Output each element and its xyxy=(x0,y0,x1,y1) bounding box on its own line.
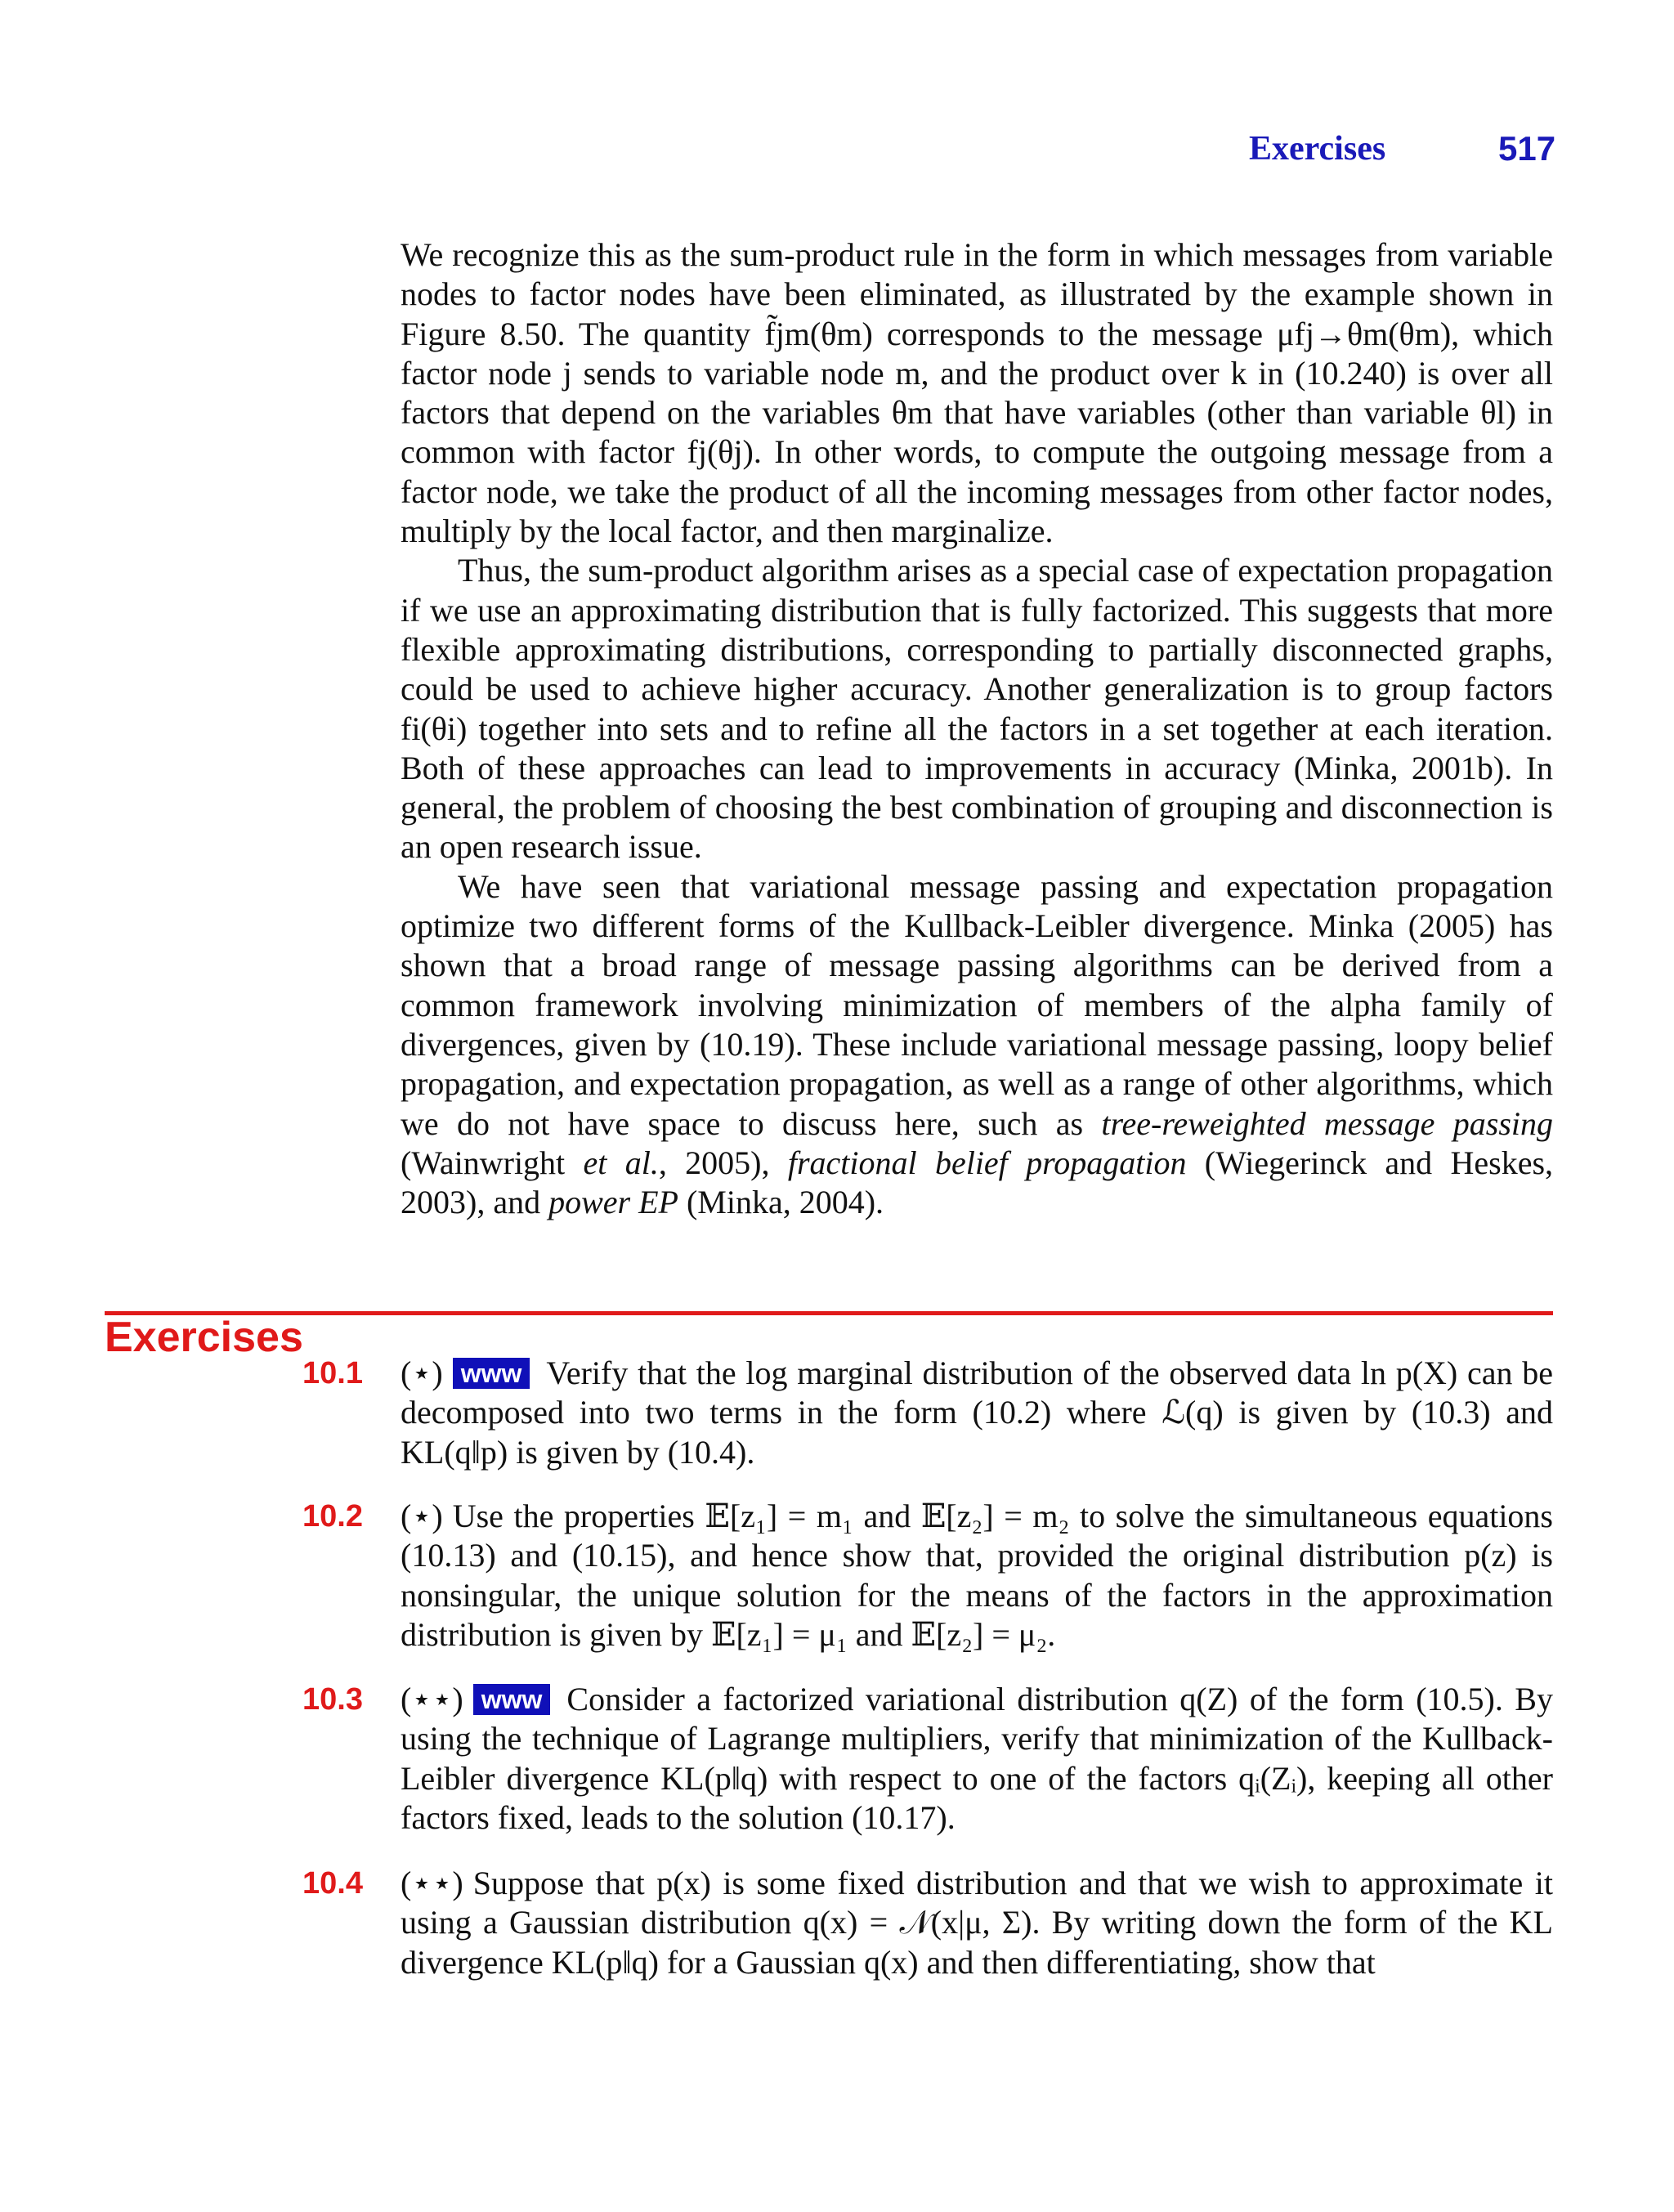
term-fractional-bp: fractional belief propagation xyxy=(787,1144,1187,1181)
difficulty-stars: (⋆⋆) xyxy=(401,1865,463,1901)
exercise-number: 10.2 xyxy=(302,1499,363,1534)
term-power-ep: power EP xyxy=(548,1184,678,1221)
section-rule xyxy=(105,1311,1553,1315)
exercise-body xyxy=(401,1497,1553,1655)
main-text xyxy=(401,235,1553,1222)
exercise-body xyxy=(401,1864,1553,1982)
exercise-10-4 xyxy=(302,1864,1553,1982)
paragraph-3-text: We have seen that variational message passing and expectation propagation optimize two different forms of the Kullback-Leibler divergence. Minka (2005) has shown that a broad range of message passing algorithms can be derived from a common framework involving minimization of members of the alpha family of divergences, given by (10.19). These include variational message passing, loopy belief propagation, and expectation propagation, as well as a range of other algorithms, which we do not have space to discuss here, such as xyxy=(401,867,1553,1142)
page-number: 517 xyxy=(1498,129,1556,168)
section-heading: Exercises xyxy=(105,1314,303,1361)
running-header-title: Exercises xyxy=(1249,130,1386,168)
paragraph-3 xyxy=(401,867,1553,1223)
citation-text: (Minka, 2004). xyxy=(678,1184,884,1221)
citation-text: (Wainwright xyxy=(401,1144,584,1181)
exercise-text: Verify that the log marginal distribution of the observed data ln p(X) can be decomposed into two terms in the form (10.2) where ℒ(q) is given by (10.3) and KL(q‖p) is given by (10.4). xyxy=(401,1355,1553,1471)
exercise-body xyxy=(401,1354,1553,1472)
difficulty-stars: (⋆) xyxy=(401,1498,443,1534)
exercise-10-1 xyxy=(302,1354,1553,1472)
exercise-text: Consider a factorized variational distribution q(Z) of the form (10.5). By using the technique of Lagrange multipliers, verify that minimization of the Kullback-Leibler divergence KL(p‖q) with respect to one of the factors qᵢ(Zᵢ), keeping all other factors fixed, leads to the solution (10.17). xyxy=(401,1681,1553,1836)
exercise-text: Suppose that p(x) is some fixed distribution and that we wish to approximate it using a Gaussian distribution q(x) = 𝒩(x|μ, Σ). By writing down the form of the KL divergence KL(p‖q) for a Gaussian q(x) and then differentiating, show that xyxy=(401,1865,1553,1981)
www-badge: www xyxy=(453,1358,530,1389)
citation-text: , 2005), xyxy=(658,1144,788,1181)
term-tree-reweighted: tree-reweighted message passing xyxy=(1101,1104,1553,1142)
paragraph-1: We recognize this as the sum-product rule in the form in which messages from variable nodes to factor nodes have been eliminated, as illustrated by the example shown in Figure 8.50. The quantity f̃jm(θm) corresponds to the message μfj→θm(θm), which factor node j sends to variable node m, and the product over k in (10.240) is over all factors that depend on the variables θm that have variables (other than variable θl) in common with factor fj(θj). In other words, to compute the outgoing message from a factor node, we take the product of all the incoming messages from other factor nodes, multiply by the local factor, and then marginalize. xyxy=(401,236,1553,550)
exercise-number: 10.1 xyxy=(302,1356,363,1390)
exercise-10-3 xyxy=(302,1680,1553,1838)
difficulty-stars: (⋆) xyxy=(401,1355,443,1391)
difficulty-stars: (⋆⋆) xyxy=(401,1681,463,1717)
www-badge: www xyxy=(473,1684,551,1715)
exercise-body xyxy=(401,1680,1553,1838)
exercise-10-2 xyxy=(302,1497,1553,1655)
exercise-text: Use the properties 𝔼[z₁] = m₁ and 𝔼[z₂] = m₂ to solve the simultaneous equations (10.13) and (10.15), and hence show that, provided the original distribution p(z) is nonsingular, the unique solution for the means of the factors in the approximation distribution is given by 𝔼[z₁] = μ₁ and 𝔼[z₂] = μ₂. xyxy=(401,1498,1553,1653)
et-al: et al. xyxy=(583,1144,659,1181)
paragraph-2: Thus, the sum-product algorithm arises as a special case of expectation propagation if we use an approximating distribution that is fully factorized. This suggests that more flexible approximating distributions, corresponding to partially disconnected graphs, could be used to achieve higher accuracy. Another generalization is to group factors fi(θi) together into sets and to refine all the factors in a set together at each iteration. Both of these approaches can lead to improvements in accuracy (Minka, 2001b). In general, the problem of choosing the best combination of grouping and disconnection is an open research issue. xyxy=(401,552,1553,866)
citation-text: (Wiegerinck and Heskes, 2003), and xyxy=(401,1144,1554,1221)
exercise-number: 10.4 xyxy=(302,1866,363,1901)
exercise-number: 10.3 xyxy=(302,1682,363,1717)
